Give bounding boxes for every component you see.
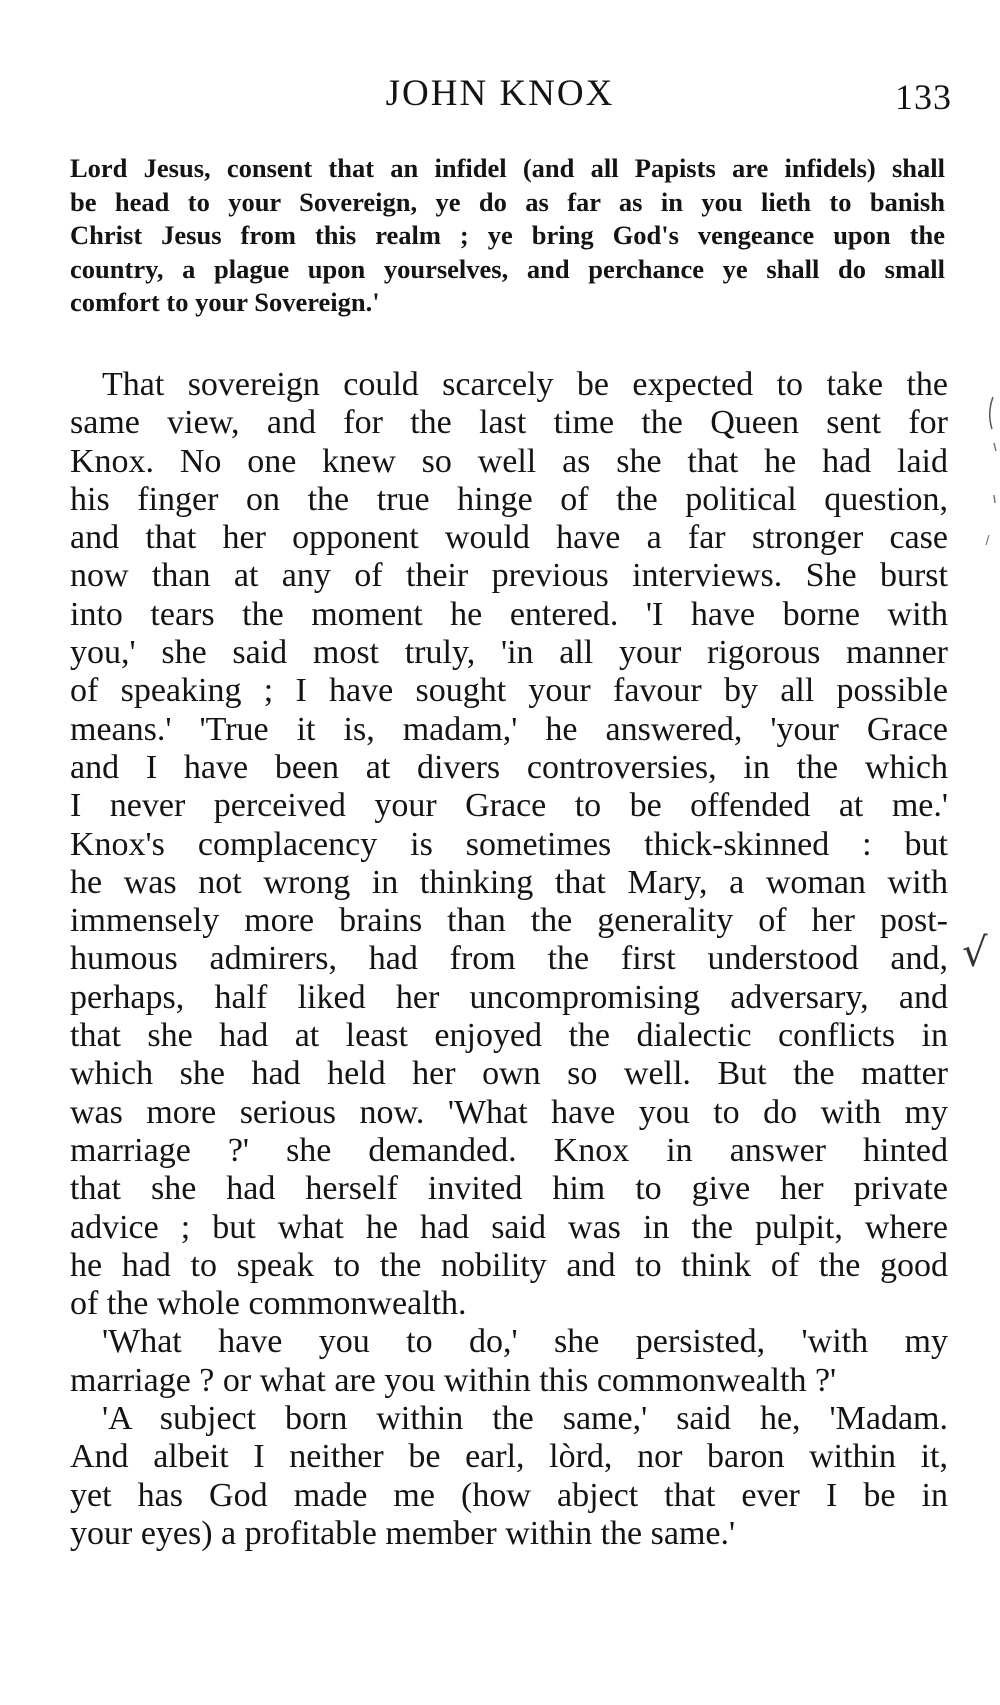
text-line: now than at any of their previous interviews. She burst <box>70 557 948 595</box>
text-line: That sovereign could scarcely be expected to take the <box>102 366 948 403</box>
text-line: yet has God made me (how abject that ever I be in <box>70 1476 948 1514</box>
text-line: marriage ?' she demanded. Knox in answer hinted <box>70 1131 948 1169</box>
text-line: your eyes) a profitable member within the same.' <box>70 1514 736 1552</box>
page-number: 133 <box>895 77 952 117</box>
text-line: he had to speak to the nobility and to think of the good <box>70 1246 948 1284</box>
body-text <box>70 366 948 1553</box>
paragraph <box>70 1323 948 1400</box>
text-line: marriage ? or what are you within this commonwealth ?' <box>70 1361 837 1399</box>
text-line: of speaking ; I have sought your favour by all possible <box>70 672 948 710</box>
quote-line: country, a plague upon yourselves, and perchance ye shall do small <box>70 253 945 284</box>
quote-line: Lord Jesus, consent that an infidel (and all Papists are infidels) shall <box>70 153 945 183</box>
quote-line: comfort to your Sovereign.' <box>70 287 380 317</box>
text-line: you,' she said most truly, 'in all your rigorous manner <box>70 634 948 672</box>
paragraph <box>70 1400 948 1553</box>
text-line: humous admirers, had from the first understood and, <box>70 940 948 978</box>
text-line: which she had held her own so well. But the matter <box>70 1055 948 1093</box>
text-line: he was not wrong in thinking that Mary, a woman with <box>70 863 948 901</box>
quoted-passage <box>70 152 945 320</box>
text-line: was more serious now. 'What have you to do with my <box>70 1093 948 1131</box>
margin-pencil-stroke <box>994 495 995 503</box>
margin-pencil-marks <box>985 395 999 715</box>
text-line: 'What have you to do,' she persisted, 'with my <box>102 1323 948 1361</box>
text-line: and that her opponent would have a far stronger case <box>70 519 948 557</box>
text-line: advice ; but what he had said was in the pulpit, where <box>70 1208 948 1246</box>
text-line: his finger on the true hinge of the political question, <box>70 480 948 518</box>
quote-line: Christ Jesus from this realm ; ye bring God's vengeance upon the <box>70 220 945 250</box>
text-line: means.' 'True it is, madam,' he answered, 'your Grace <box>70 710 948 748</box>
margin-pencil-stroke <box>990 397 993 429</box>
text-line: that she had at least enjoyed the dialectic conflicts in <box>70 1017 948 1055</box>
text-line: 'A subject born within the same,' said he, 'Madam. <box>102 1400 948 1438</box>
running-head <box>0 72 1000 122</box>
paragraph <box>70 366 948 1323</box>
running-title: JOHN KNOX <box>385 73 615 114</box>
margin-pencil-stroke <box>994 443 996 451</box>
text-line: I never perceived your Grace to be offended at me.' <box>70 787 948 825</box>
text-line: immensely more brains than the generality of her post- <box>70 902 948 940</box>
text-line: into tears the moment he entered. 'I have borne with <box>70 595 948 633</box>
text-line: that she had herself invited him to give her private <box>70 1170 948 1208</box>
margin-check-mark: √ <box>962 930 988 976</box>
text-line: same view, and for the last time the Queen sent for <box>70 404 948 442</box>
text-line: Knox's complacency is sometimes thick-skinned : but <box>70 825 948 863</box>
text-line: And albeit I neither be earl, lòrd, nor baron within it, <box>70 1438 948 1476</box>
text-line: Knox. No one knew so well as she that he had laid <box>70 442 948 480</box>
text-line: perhaps, half liked her uncompromising adversary, and <box>70 978 948 1016</box>
margin-pencil-stroke <box>986 535 989 545</box>
text-line: and I have been at divers controversies, in the which <box>70 748 948 786</box>
text-line: of the whole commonwealth. <box>70 1285 467 1323</box>
quote-line: be head to your Sovereign, ye do as far as in you lieth to banish <box>70 186 945 217</box>
